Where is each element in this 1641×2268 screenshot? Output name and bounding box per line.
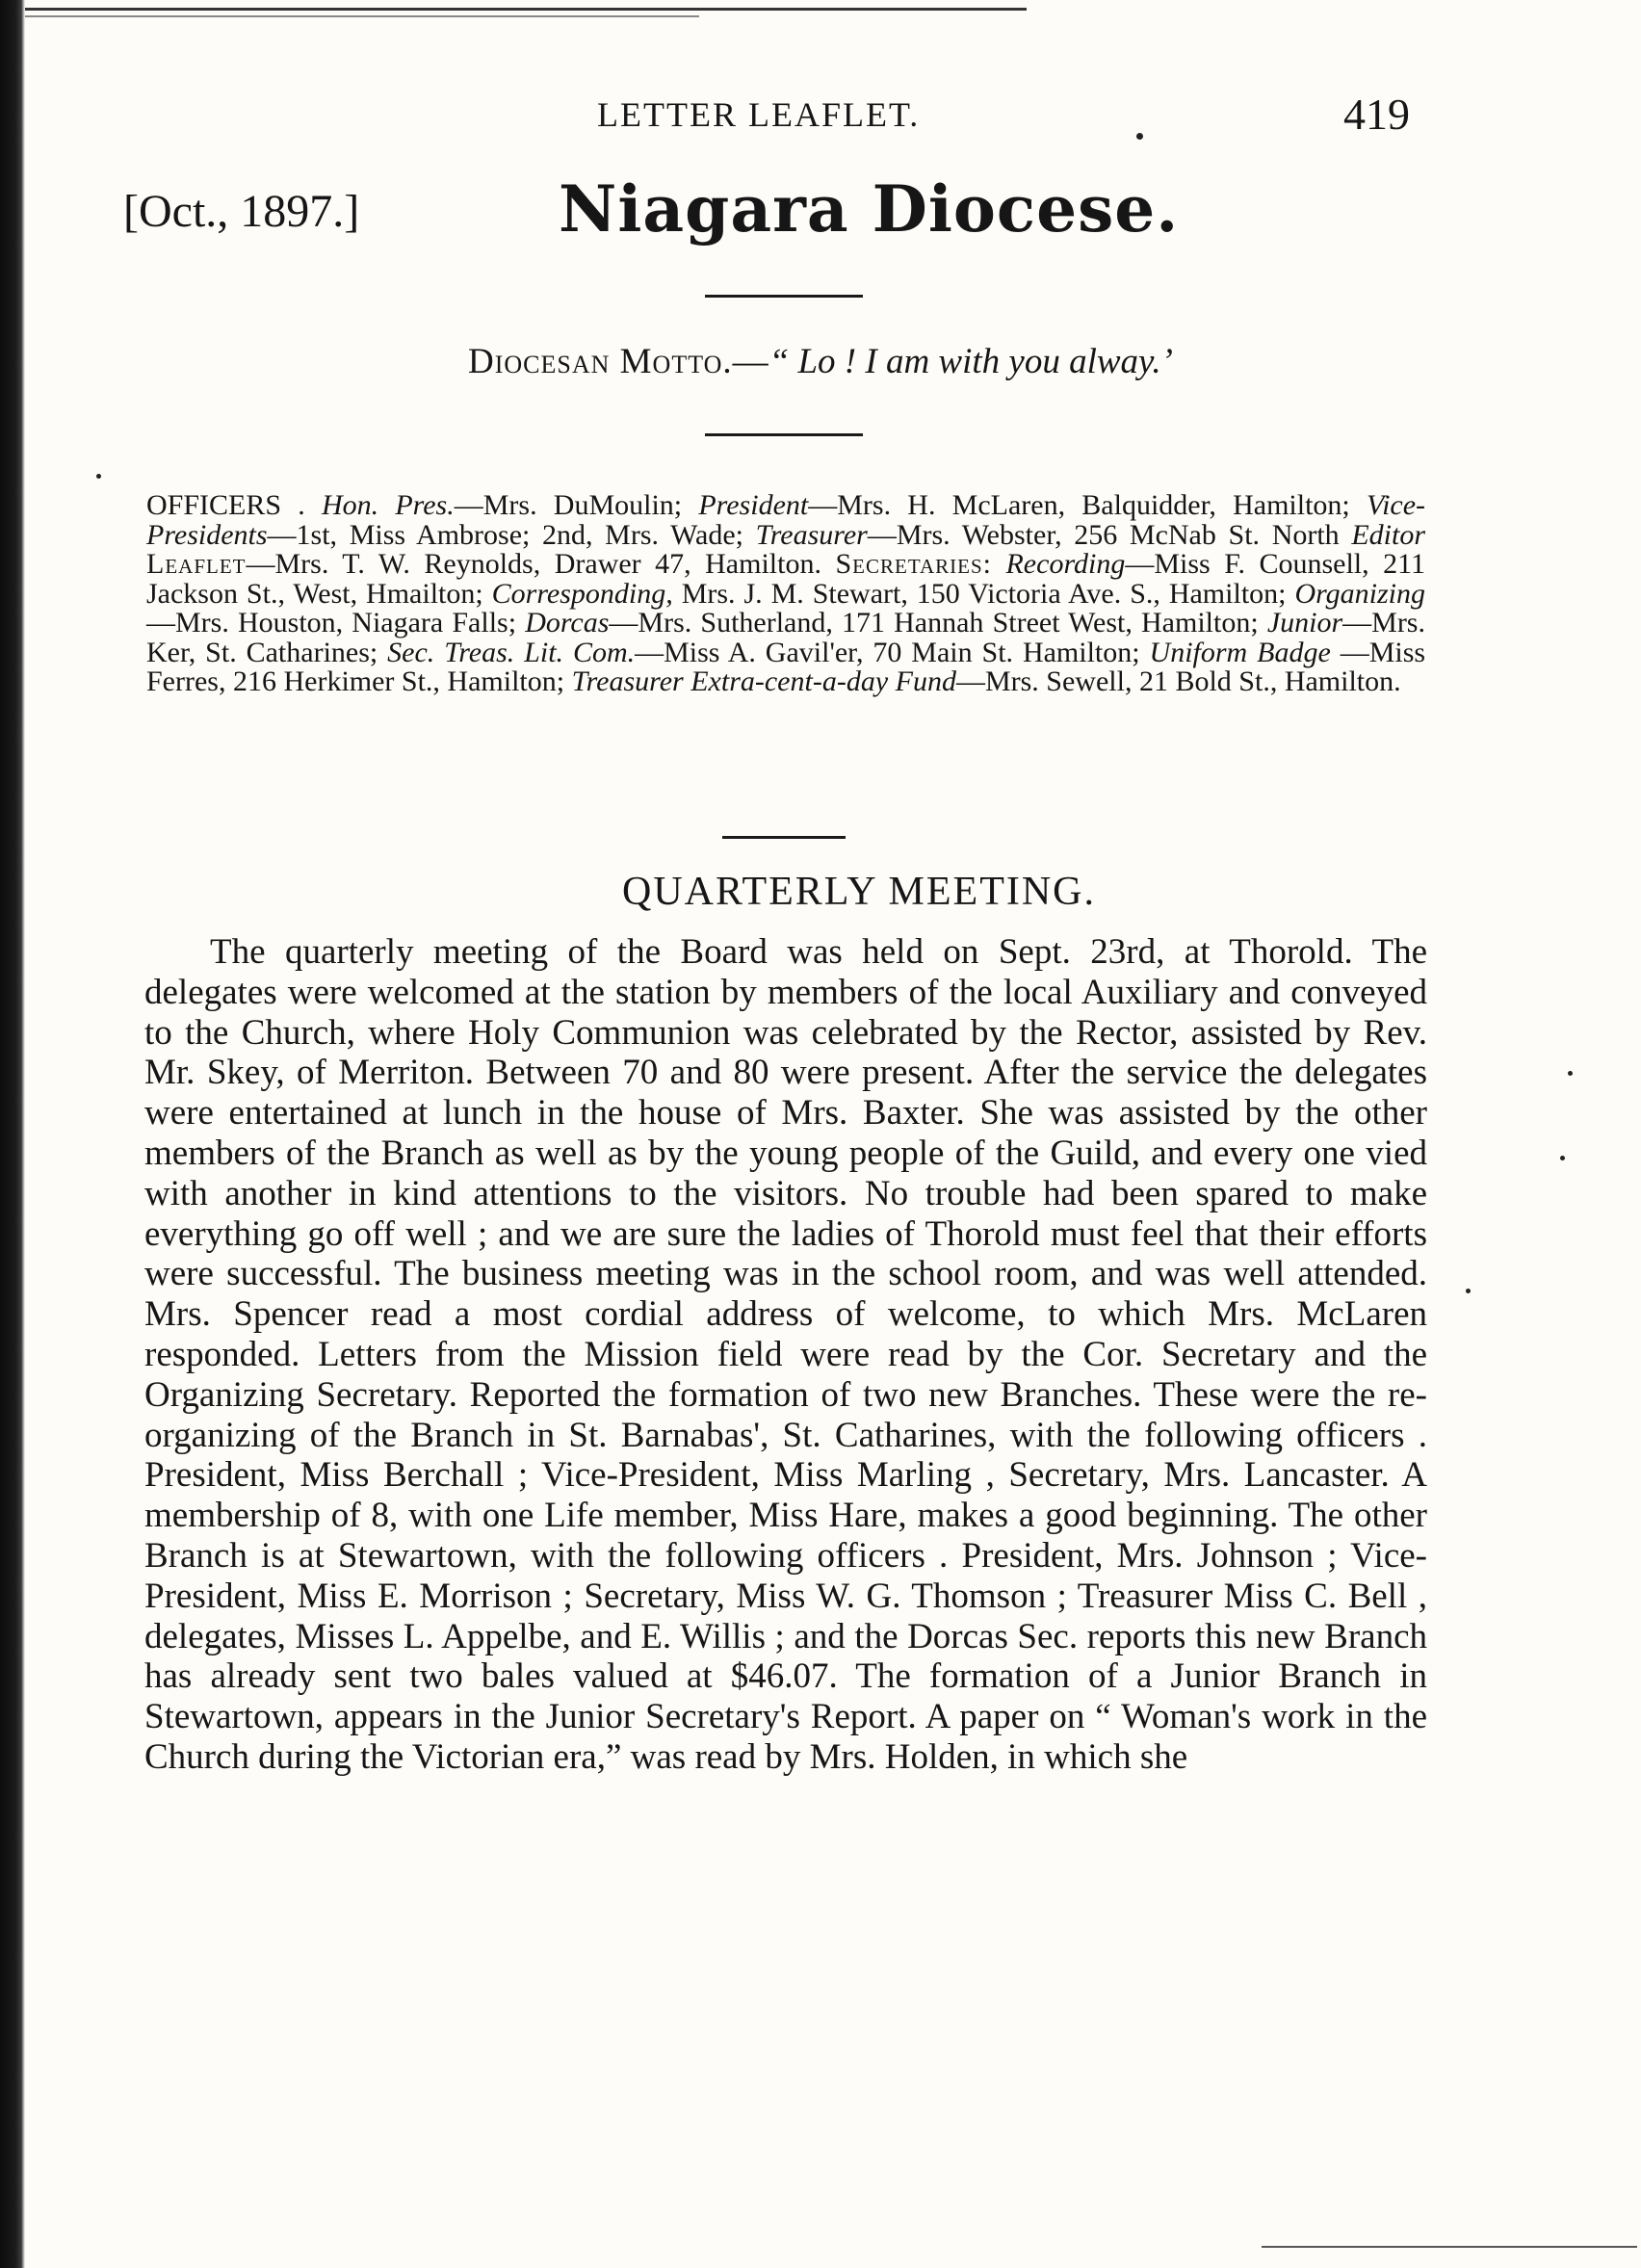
officer-name: —Mrs. DuMoulin; (454, 489, 683, 521)
divider-rule (705, 433, 863, 436)
officer-role: Corresponding, (491, 577, 673, 610)
officer-name: —Mrs. Sewell, 21 Bold St., Hamilton. (955, 665, 1401, 697)
section-heading: QUARTERLY MEETING. (622, 870, 1096, 914)
motto-quote: “ Lo ! I am with you alway.’ (768, 342, 1173, 381)
officer-role: Junior (1266, 607, 1343, 639)
officer-role: Hon. Pres. (321, 489, 455, 521)
officer-name: —Mrs. Webster, 256 McNab St. North (867, 518, 1340, 551)
officer-name: —Mrs. T. W. Reynolds, Drawer 47, Hamilton. (246, 548, 821, 580)
officer-role: Uniform Badge (1149, 636, 1331, 668)
officers-list (146, 491, 1425, 697)
officer-role: Vice-Presidents (146, 489, 1426, 551)
diocesan-motto (0, 341, 1641, 382)
officer-name: Mrs. J. M. Stewart, 150 Victoria Ave. S., Hamilton; (681, 577, 1287, 610)
article-paragraph: The quarterly meeting of the Board was held on Sept. 23rd, at Thorold. The delegates were welcomed at the station by members of the local Auxiliary and conveyed to the Church, where Holy Communion was celebrated by the Rector, assisted by Rev. Mr. Skey, of Merriton. Between 70 and 80 were present. After the service the delegates were entertained at lunch in the house of Mrs. Baxter. She was assisted by the other members of the Branch as well as by the young people of the Guild, and every one vied with another in kind attentions to the visitors. No trouble had been spared to make everything go off well ; and we are sure the ladies of Thorold must feel that their efforts were successful. The business meeting was in the school room, and was well attended. Mrs. Spencer read a most cordial address of welcome, to which Mrs. McLaren responded. Letters from the Mission field were read by the Cor. Secretary and the Organizing Secretary. Reported the formation of two new Branches. These were the re-organizing of the Branch in St. Barnabas', St. Catharines, with the following officers . President, Miss Berchall ; Vice-President, Miss Marling , Secretary, Mrs. Lancaster. A membership of 8, with one Life member, Miss Hare, makes a good beginning. The other Branch is at Stewartown, with the following officers . President, Mrs. Johnson ; Vice-President, Miss E. Morrison ; Secretary, Miss W. G. Thomson ; Treasurer Miss C. Bell , delegates, Misses L. Appelbe, and E. Willis ; and the Dorcas Sec. reports this new Branch has already sent two bales valued at $46.07. The formation of a Junior Branch in Stewartown, appears in the Junior Secretary's Report. A paper on “ Woman's work in the Church during the Victorian era,” was read by Mrs. Holden, in which she (144, 932, 1427, 1777)
officer-role: Organizing (1294, 577, 1426, 610)
officer-name: —Miss F. Counsell, 211 Jackson St., West, Hmailton; (146, 548, 1426, 610)
officer-name: —Mrs. H. McLaren, Balquidder, Hamilton; (808, 489, 1350, 521)
divider-rule (705, 295, 863, 298)
officer-name: —Mrs. Ker, St. Catharines; (146, 607, 1425, 668)
officer-role: Treasurer Extra-cent-a-day Fund (571, 665, 956, 697)
officer-name: —1st, Miss Ambrose; 2nd, Mrs. Wade; (267, 518, 744, 551)
officer-role: Editor (1351, 518, 1426, 551)
officer-role: President (698, 489, 809, 521)
running-head: LETTER LEAFLET. (597, 95, 921, 134)
officers-lead: OFFICERS . (146, 489, 305, 521)
page-title: Niagara Diocese. (559, 171, 1180, 247)
page-number: 419 (1343, 90, 1410, 139)
officer-role: Treasurer (755, 518, 868, 551)
officer-role-sc: Leaflet (146, 548, 247, 580)
officer-role: Dorcas (525, 607, 610, 639)
issue-date: [Oct., 1897.] (123, 186, 360, 237)
secretaries-label: Secretaries: (835, 548, 992, 580)
officer-name: —Miss A. Gavil'er, 70 Main St. Hamilton; (635, 636, 1140, 668)
officer-role: Sec. Treas. Lit. Com. (387, 636, 636, 668)
officer-name: —Mrs. Houston, Niagara Falls; (146, 607, 517, 639)
officer-role: Recording (1005, 548, 1126, 580)
divider-rule (722, 836, 846, 839)
officer-name: —Miss Ferres, 216 Herkimer St., Hamilton; (146, 636, 1426, 697)
motto-label: Diocesan Motto.— (468, 342, 769, 381)
officer-name: —Mrs. Sutherland, 171 Hannah Street West, Hamilton; (609, 607, 1259, 639)
